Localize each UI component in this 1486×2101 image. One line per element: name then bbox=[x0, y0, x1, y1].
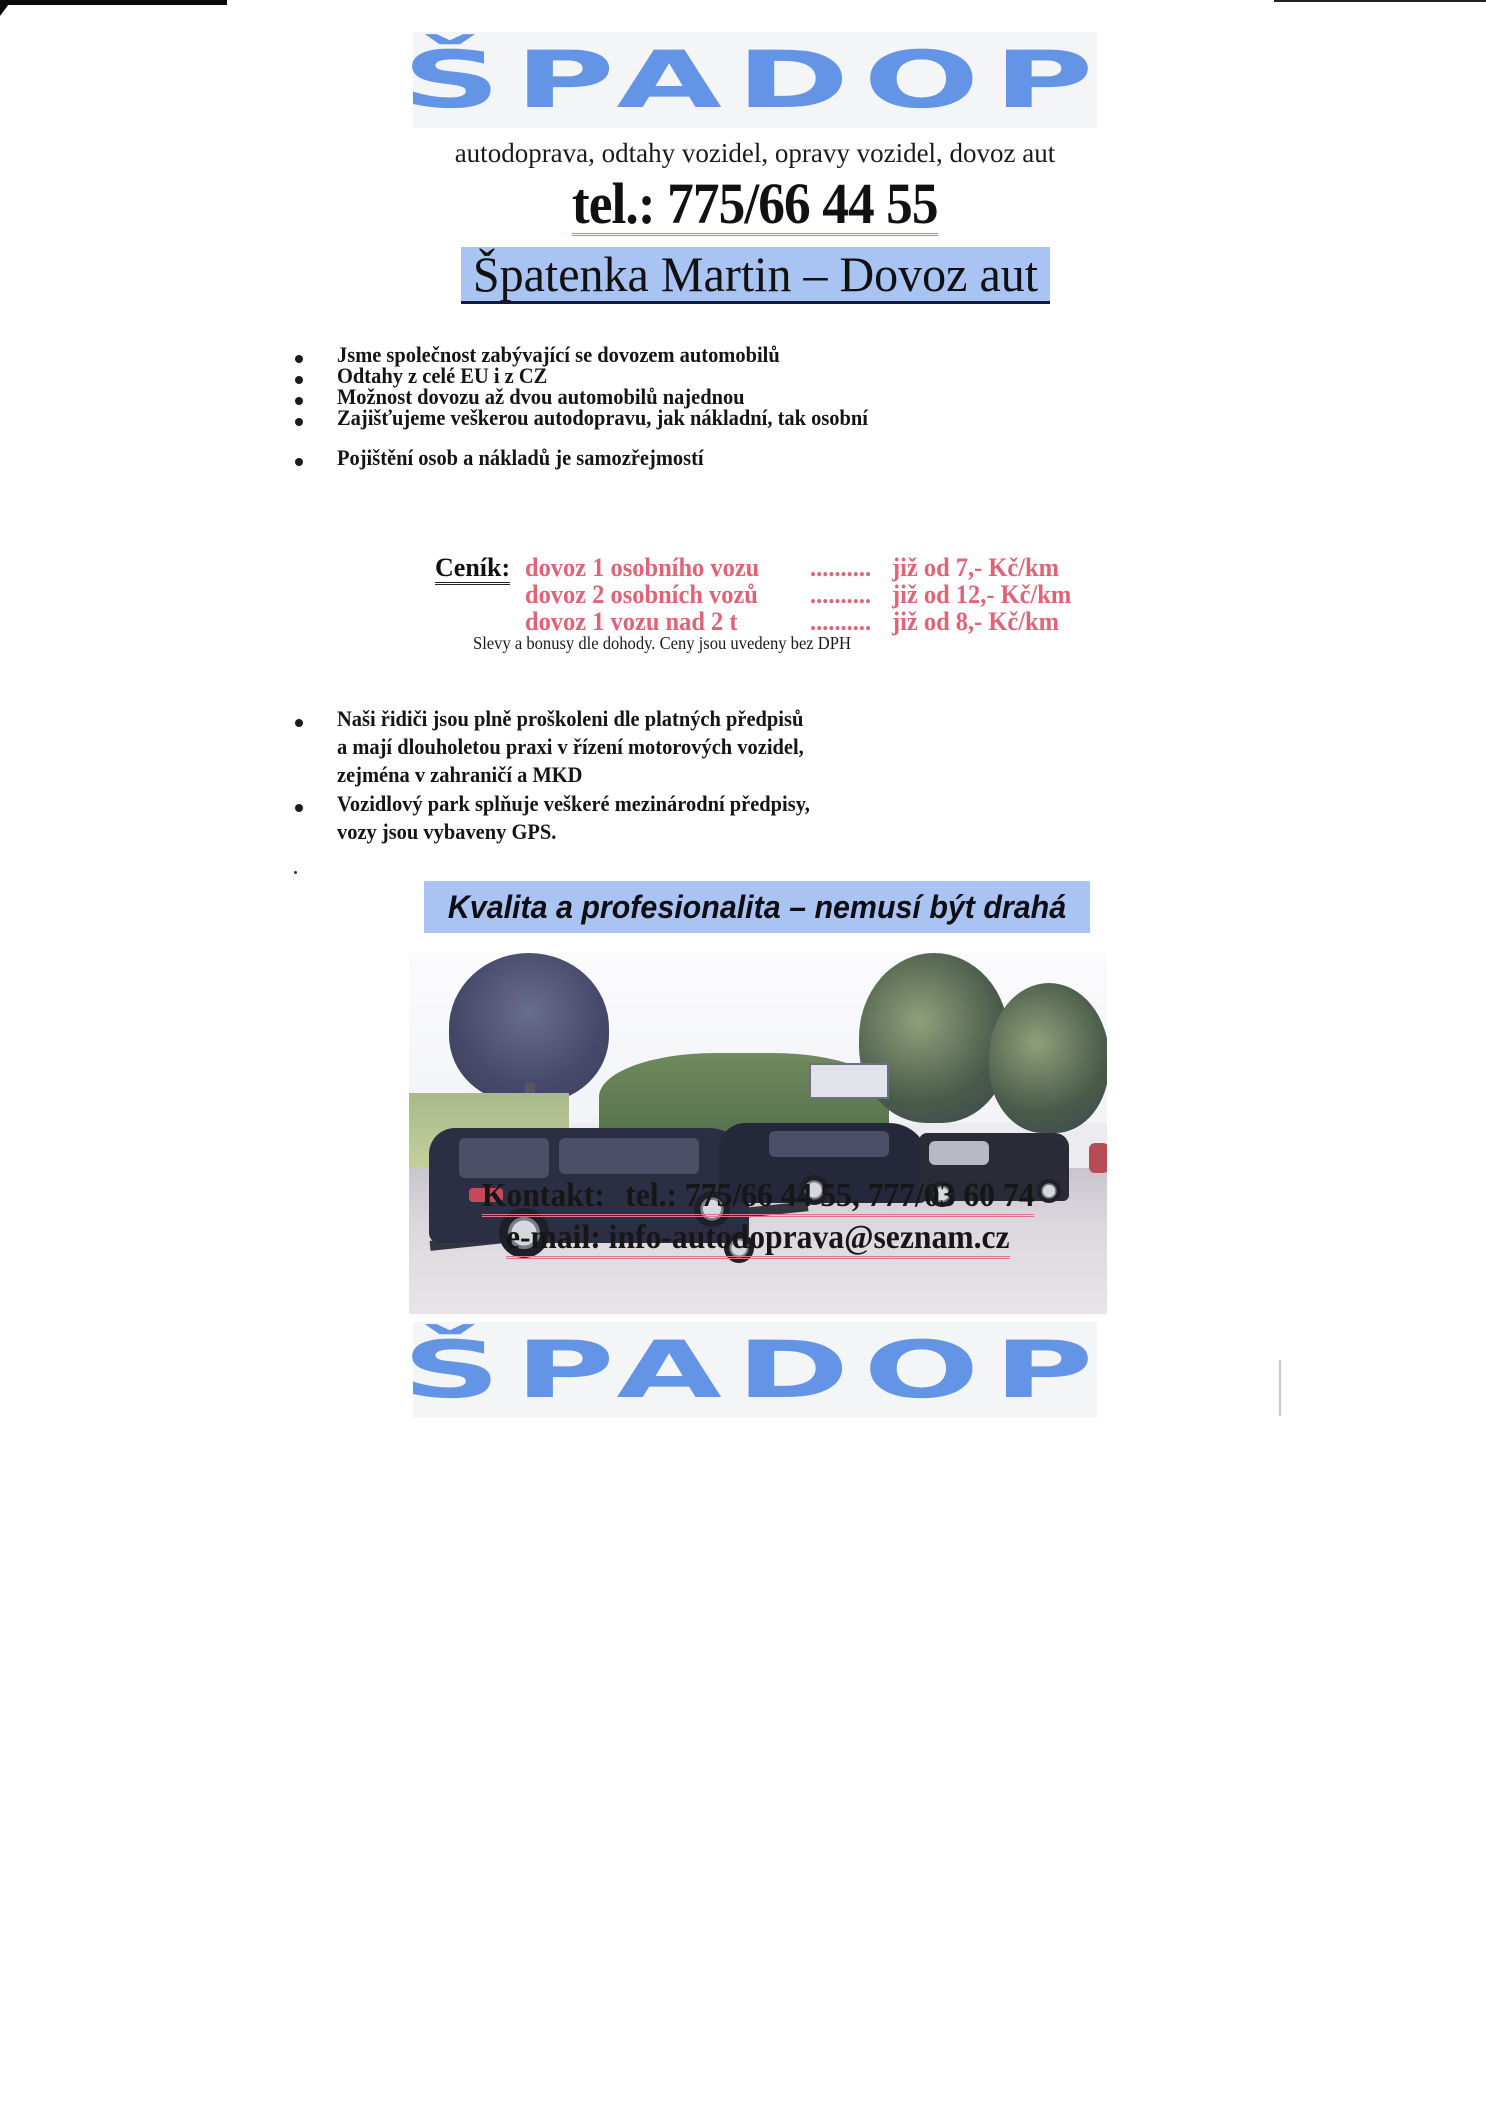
price-value: již od 12,- Kč/km bbox=[892, 580, 1072, 609]
logo-banner-top bbox=[402, 32, 1108, 128]
car-transport-photo bbox=[409, 953, 1107, 1314]
photo-car-window bbox=[459, 1138, 549, 1178]
bullet-icon bbox=[295, 418, 303, 426]
price-value: již od 7,- Kč/km bbox=[892, 553, 1059, 582]
logo-banner-bottom bbox=[402, 1322, 1108, 1418]
main-phone-text: tel.: 775/66 44 55 bbox=[572, 171, 938, 236]
bullet-icon bbox=[295, 804, 303, 812]
price-item: dovoz 1 vozu nad 2 t bbox=[525, 607, 738, 636]
slogan-text: Kvalita a profesionalita – nemusí být drahá bbox=[447, 889, 1067, 925]
price-dots: .......... bbox=[810, 580, 872, 609]
feature-item: Odtahy z celé EU i z CZ bbox=[337, 363, 548, 388]
feature-line: a mají dlouholetou praxi v řízení motorových vozidel, bbox=[337, 734, 804, 759]
price-dots: .......... bbox=[810, 607, 872, 636]
scan-edge-top-right bbox=[1274, 0, 1486, 2]
owner-name: Špatenka Martin – Dovoz aut bbox=[472, 246, 1039, 302]
photo-sign bbox=[809, 1063, 889, 1099]
scan-edge-top-left bbox=[0, 0, 227, 5]
bullet-icon bbox=[295, 719, 303, 727]
scan-mark bbox=[1279, 1360, 1281, 1416]
price-item: dovoz 1 osobního vozu bbox=[525, 553, 760, 582]
stray-dot bbox=[294, 871, 297, 874]
contact-email-text[interactable]: e-mail: info-autodoprava@seznam.cz bbox=[506, 1220, 1010, 1259]
feature-line: vozy jsou vybaveny GPS. bbox=[337, 819, 557, 844]
price-value: již od 8,- Kč/km bbox=[892, 607, 1059, 636]
price-dots: .......... bbox=[810, 553, 872, 582]
feature-line: Vozidlový park splňuje veškeré mezinárodní předpisy, bbox=[337, 791, 810, 816]
logo-text: ŠPADOP bbox=[402, 34, 1108, 126]
photo-car-window bbox=[929, 1141, 989, 1165]
feature-item: Pojištění osob a nákladů je samozřejmostí bbox=[337, 445, 704, 470]
main-phone bbox=[413, 171, 1097, 236]
logo-text: ŠPADOP bbox=[402, 1324, 1108, 1416]
pricing-note: Slevy a bonusy dle dohody. Ceny jsou uvedeny bez DPH bbox=[473, 633, 851, 653]
contact-phones-row bbox=[482, 1178, 1035, 1217]
slogan-banner bbox=[424, 881, 1090, 933]
bullet-icon bbox=[295, 397, 303, 405]
pricing-label: Ceník: bbox=[435, 554, 510, 585]
feature-line: Naši řidiči jsou plně proškoleni dle platných předpisů bbox=[337, 706, 804, 731]
contact-email bbox=[409, 1220, 1107, 1259]
contact-label: Kontakt: bbox=[481, 1177, 605, 1214]
contact-phones-text: tel.: 775/66 44 55, 777/03 60 74 bbox=[625, 1177, 1035, 1214]
photo-car-window bbox=[769, 1131, 889, 1157]
feature-item: Zajišťujeme veškerou autodopravu, jak nákladní, tak osobní bbox=[337, 405, 868, 430]
photo-tree bbox=[449, 953, 609, 1103]
services-subtitle: autodoprava, odtahy vozidel, opravy vozidel, dovoz aut bbox=[454, 138, 1056, 168]
feature-line: zejména v zahraničí a MKD bbox=[337, 762, 583, 787]
scan-corner-wedge bbox=[0, 0, 12, 16]
bullet-icon bbox=[295, 458, 303, 466]
owner-banner bbox=[461, 247, 1050, 304]
photo-car-window bbox=[559, 1138, 699, 1174]
bullet-icon bbox=[295, 355, 303, 363]
photo-red-car bbox=[1089, 1143, 1107, 1173]
price-item: dovoz 2 osobních vozů bbox=[525, 580, 758, 609]
photo-tree bbox=[989, 983, 1107, 1133]
contact-phones bbox=[409, 1178, 1107, 1217]
feature-item: Jsme společnost zabývající se dovozem automobilů bbox=[337, 342, 780, 367]
feature-item: Možnost dovozu až dvou automobilů najednou bbox=[337, 384, 745, 409]
bullet-icon bbox=[295, 376, 303, 384]
